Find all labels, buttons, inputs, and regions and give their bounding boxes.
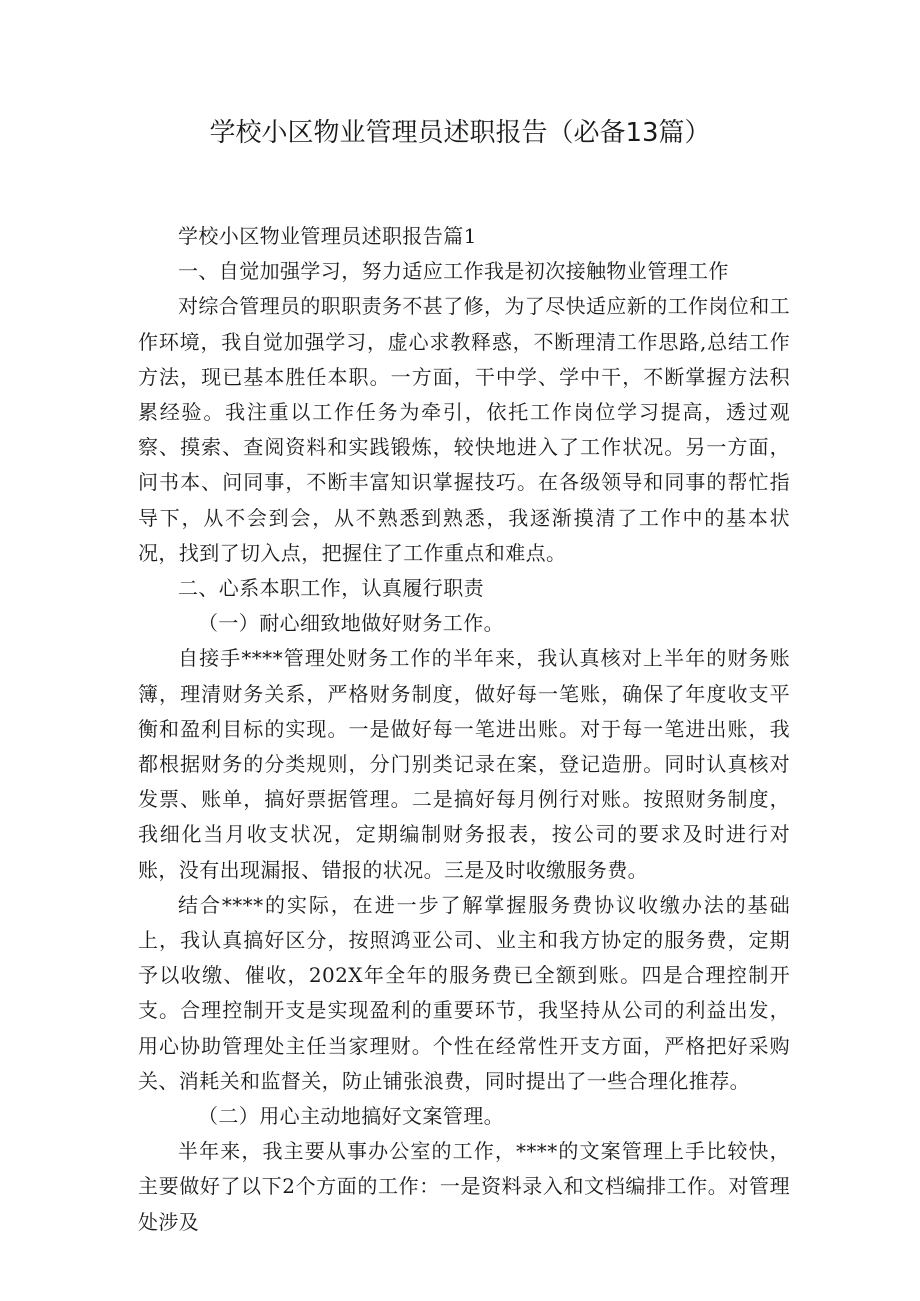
subsection-heading: （一）耐心细致地做好财务工作。 — [198, 611, 504, 636]
body-paragraph: 半年来，我主要从事办公室的工作，****的文案管理上手比较快，主要做好了以下2个方面的工作：一是资料录入和文档编排工作。对管理处涉及 — [138, 1139, 790, 1234]
section-heading: 二、心系本职工作，认真履行职责 — [178, 576, 484, 601]
body-paragraph: 结合****的实际，在进一步了解掌握服务费协议收缴办法的基础上，我认真搞好区分，按照鸿亚公司、业主和我方协定的服务费，定期予以收缴、催收，202X年全年的服务费已全额到账。四是合理控制开支。合理控制开支是实现盈利的重要环节，我坚持从公司的利益出发，用心协助管理处主任当家理财。个性在经常性开支方面，严格把好采购关、消耗关和监督关，防止铺张浪费，同时提出了一些合理化推荐。 — [138, 892, 790, 1093]
section-heading: 一、自觉加强学习，努力适应工作我是初次接触物业管理工作 — [178, 259, 729, 284]
document-title: 学校小区物业管理员述职报告（必备13篇） — [209, 118, 711, 148]
section-heading: 学校小区物业管理员述职报告篇1 — [178, 224, 477, 248]
body-paragraph: 自接手****管理处财务工作的半年来，我认真核对上半年的财务账簿，理清财务关系，严格财务制度，做好每一笔账，确保了年度收支平衡和盈利目标的实现。一是做好每一笔进出账。对于每一笔进出账，我都根据财务的分类规则，分门别类记录在案，登记造册。同时认真核对发票、账单，搞好票据管理。二是搞好每月例行对账。按照财务制度，我细化当月收支状况，定期编制财务报表，按公司的要求及时进行对账，没有出现漏报、错报的状况。三是及时收缴服务费。 — [138, 646, 790, 882]
subsection-heading: （二）用心主动地搞好文案管理。 — [198, 1104, 504, 1129]
body-paragraph: 对综合管理员的职职责务不甚了修，为了尽快适应新的工作岗位和工作环境，我自觉加强学习，虚心求教释惑，不断理清工作思路,总结工作方法，现已基本胜任本职。一方面，干中学、学中干，不断掌握方法积累经验。我注重以工作任务为牵引，依托工作岗位学习提高，透过观察、摸索、查阅资料和实践锻炼，较快地进入了工作状况。另一方面，问书本、问同事，不断丰富知识掌握技巧。在各级领导和同事的帮忙指导下，从不会到会，从不熟悉到熟悉，我逐渐摸清了工作中的基本状况，找到了切入点，把握住了工作重点和难点。 — [138, 294, 790, 565]
document-body — [138, 219, 790, 1240]
